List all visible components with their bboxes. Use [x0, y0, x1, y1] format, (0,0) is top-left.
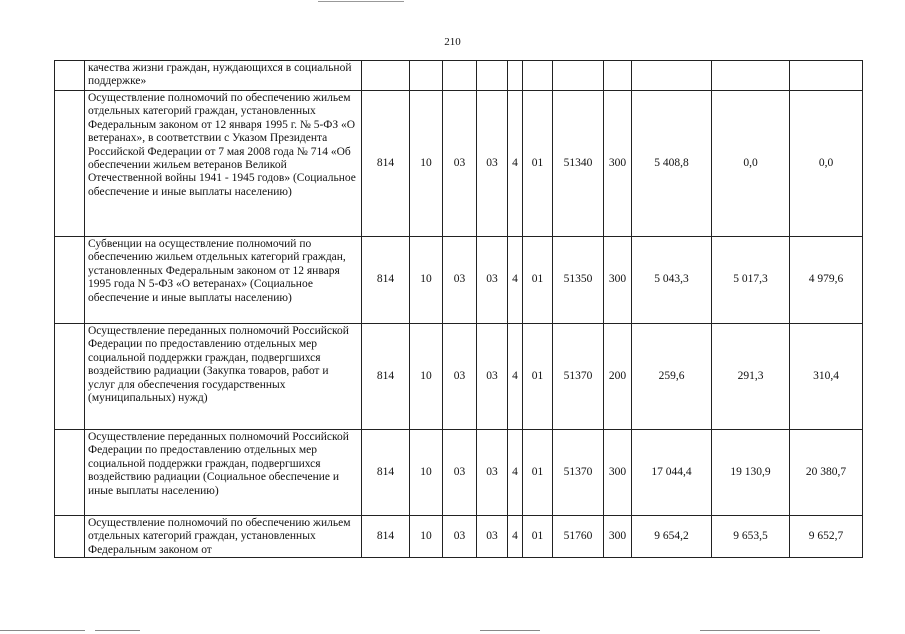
- row-index-cell: [55, 324, 85, 430]
- year2-amount-cell: 19 130,9: [712, 430, 790, 516]
- grbs-cell: 814: [362, 237, 410, 324]
- year2-amount-cell: 0,0: [712, 91, 790, 237]
- grbs-cell: [362, 61, 410, 91]
- section-cell: 10: [410, 516, 443, 558]
- year1-amount-cell: 17 044,4: [632, 430, 712, 516]
- direction-cell: 51350: [553, 237, 604, 324]
- section-cell: [410, 61, 443, 91]
- subprogram-type-cell: 4: [508, 324, 523, 430]
- description-cell: Осуществление полномочий по обеспечению жильем отдельных категорий граждан, установленных Федеральным законом от 12 января 1995 г. № 5-ФЗ «О ветеранах», в соответствии с Указом Президента Российской Федерации от 7 мая 2008 года № 714 «Об обеспечении жильем ветеранов Великой Отечественной войны 1941 - 1945 годов» (Социальное обеспечение и иные выплаты населению): [85, 91, 362, 237]
- subprogram-type-cell: [508, 61, 523, 91]
- program-cell: 03: [477, 516, 508, 558]
- year2-amount-cell: 291,3: [712, 324, 790, 430]
- direction-cell: 51760: [553, 516, 604, 558]
- program-cell: 03: [477, 91, 508, 237]
- expense-type-cell: 200: [604, 324, 632, 430]
- row-index-cell: [55, 61, 85, 91]
- subsection-cell: 03: [443, 324, 477, 430]
- subsection-cell: 03: [443, 430, 477, 516]
- year3-amount-cell: 9 652,7: [790, 516, 863, 558]
- section-cell: 10: [410, 237, 443, 324]
- table-row: [55, 61, 863, 91]
- subprogram-type-cell: 4: [508, 237, 523, 324]
- subprogram-cell: 01: [523, 516, 553, 558]
- year1-amount-cell: 9 654,2: [632, 516, 712, 558]
- expense-type-cell: 300: [604, 516, 632, 558]
- expense-type-cell: [604, 61, 632, 91]
- direction-cell: 51340: [553, 91, 604, 237]
- year1-amount-cell: 259,6: [632, 324, 712, 430]
- table-row: [55, 91, 863, 237]
- grbs-cell: 814: [362, 324, 410, 430]
- subprogram-cell: [523, 61, 553, 91]
- direction-cell: [553, 61, 604, 91]
- expense-type-cell: 300: [604, 430, 632, 516]
- subsection-cell: 03: [443, 237, 477, 324]
- subprogram-cell: 01: [523, 430, 553, 516]
- subprogram-cell: 01: [523, 237, 553, 324]
- section-cell: 10: [410, 430, 443, 516]
- subsection-cell: 03: [443, 91, 477, 237]
- direction-cell: 51370: [553, 324, 604, 430]
- year2-amount-cell: [712, 61, 790, 91]
- year3-amount-cell: 0,0: [790, 91, 863, 237]
- subprogram-cell: 01: [523, 324, 553, 430]
- year1-amount-cell: 5 408,8: [632, 91, 712, 237]
- subprogram-type-cell: 4: [508, 430, 523, 516]
- year3-amount-cell: 20 380,7: [790, 430, 863, 516]
- year1-amount-cell: [632, 61, 712, 91]
- year2-amount-cell: 9 653,5: [712, 516, 790, 558]
- table-row: [55, 516, 863, 558]
- table-row: [55, 324, 863, 430]
- program-cell: [477, 61, 508, 91]
- scan-edge-line: [480, 630, 540, 631]
- year3-amount-cell: [790, 61, 863, 91]
- subsection-cell: [443, 61, 477, 91]
- subprogram-type-cell: 4: [508, 91, 523, 237]
- grbs-cell: 814: [362, 91, 410, 237]
- row-index-cell: [55, 237, 85, 324]
- subprogram-cell: 01: [523, 91, 553, 237]
- grbs-cell: 814: [362, 430, 410, 516]
- program-cell: 03: [477, 430, 508, 516]
- grbs-cell: 814: [362, 516, 410, 558]
- scan-edge-line: [95, 630, 140, 631]
- description-cell: качества жизни граждан, нуждающихся в социальной поддержке»: [85, 61, 362, 91]
- year3-amount-cell: 310,4: [790, 324, 863, 430]
- row-index-cell: [55, 516, 85, 558]
- subsection-cell: 03: [443, 516, 477, 558]
- description-cell: Субвенции на осуществление полномочий по обеспечению жильем отдельных категорий граждан, установленных Федеральным законом от 12 января 1995 года N 5-ФЗ «О ветеранах» (Социальное обеспечение и иные выплаты населению): [85, 237, 362, 324]
- expense-type-cell: 300: [604, 237, 632, 324]
- scan-edge-line: [0, 630, 85, 631]
- expense-type-cell: 300: [604, 91, 632, 237]
- table-row: [55, 430, 863, 516]
- description-cell: Осуществление переданных полномочий Российской Федерации по предоставлению отдельных мер социальной поддержки граждан, подвергшихся воздействию радиации (Закупка товаров, работ и услуг для обеспечения государственных (муниципальных) нужд): [85, 324, 362, 430]
- header-rule: [318, 1, 404, 2]
- page-number: 210: [444, 36, 461, 48]
- table-row: [55, 237, 863, 324]
- year1-amount-cell: 5 043,3: [632, 237, 712, 324]
- section-cell: 10: [410, 91, 443, 237]
- row-index-cell: [55, 430, 85, 516]
- scan-edge-line: [700, 630, 820, 631]
- program-cell: 03: [477, 237, 508, 324]
- row-index-cell: [55, 91, 85, 237]
- subprogram-type-cell: 4: [508, 516, 523, 558]
- description-cell: Осуществление переданных полномочий Российской Федерации по предоставлению отдельных мер социальной поддержки граждан, подвергшихся воздействию радиации (Социальное обеспечение и иные выплаты населению): [85, 430, 362, 516]
- year3-amount-cell: 4 979,6: [790, 237, 863, 324]
- budget-table: [54, 60, 863, 558]
- section-cell: 10: [410, 324, 443, 430]
- description-cell: Осуществление полномочий по обеспечению жильем отдельных категорий граждан, установленных Федеральным законом от: [85, 516, 362, 558]
- year2-amount-cell: 5 017,3: [712, 237, 790, 324]
- program-cell: 03: [477, 324, 508, 430]
- direction-cell: 51370: [553, 430, 604, 516]
